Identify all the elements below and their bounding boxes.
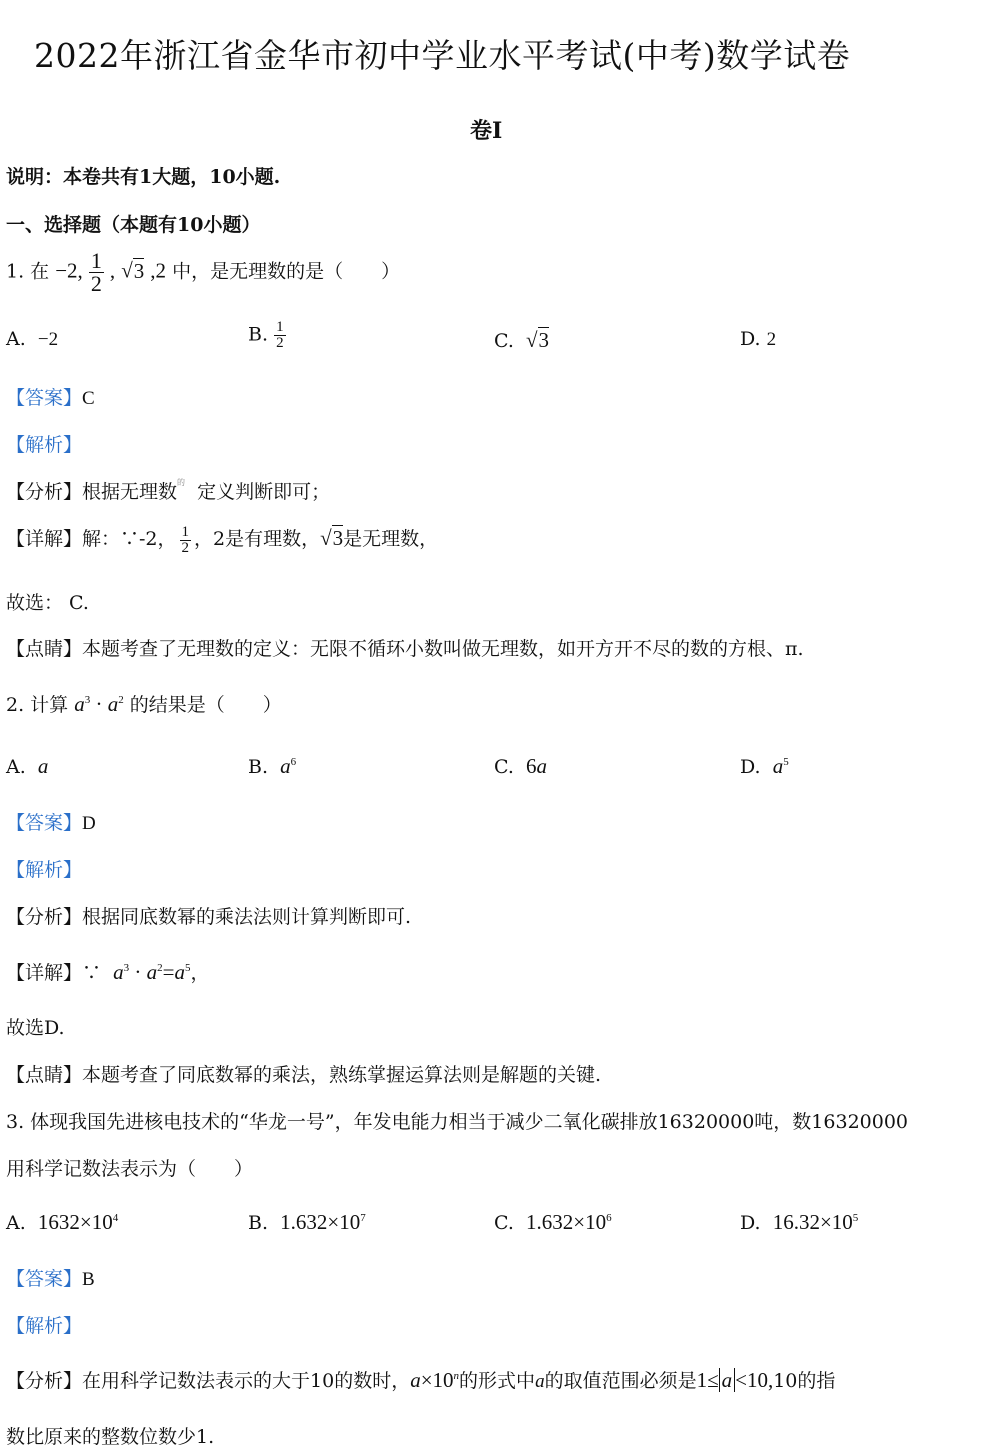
q3-option-a: A. $1632\times 10^4$ — [6, 1210, 119, 1234]
q1-option-c: C. √3 — [494, 328, 550, 352]
q2-analysis: 【分析】根据同底数幂的乘法法则计算判断即可. — [6, 906, 412, 928]
q2-answer: 【答案】D — [6, 812, 96, 834]
q1-item-neg2: −2, — [55, 258, 83, 283]
q1-conclusion: 故选： C. — [6, 592, 89, 614]
q1-jiexi-tag: 【解析】 — [6, 434, 83, 456]
q3-analysis: 【分析】在用科学记数法表示的大于10的数时，$a\times 10^n$的形式中a的取值范围必须是1≤ a <10,10的指 — [6, 1368, 836, 1392]
instructions-note: 说明：本卷共有1大题，10小题. — [6, 166, 281, 188]
q1-comment: 【点睛】本题考查了无理数的定义：无限不循环小数叫做无理数，如开方开不尽的数的方根、π. — [6, 638, 804, 660]
question-3-line1: 3. 体现我国先进核电技术的“华龙一号”，年发电能力相当于减少二氧化碳排放16320000吨，数16320000 — [6, 1111, 909, 1133]
q2-comment: 【点睛】本题考查了同底数幂的乘法，熟练掌握运算法则是解题的关键. — [6, 1064, 602, 1086]
q3-option-d: D. $16.32\times 10^5$ — [740, 1210, 859, 1234]
q1-item-2: ,2 — [150, 258, 167, 283]
q3-answer: 【答案】B — [6, 1268, 95, 1290]
q1-answer: 【答案】C — [6, 387, 95, 409]
question-1 — [6, 250, 400, 295]
q2-number: 2. 计算 — [6, 694, 69, 716]
q1-comma: , — [109, 258, 116, 283]
q1-analysis: 【分析】根据无理数$^的$ 定义判断即可； — [6, 478, 331, 503]
q3-option-b: B. $1.632\times 10^7$ — [248, 1210, 366, 1234]
q1-option-b: B. $\frac{1}{2}$ — [248, 319, 284, 351]
q1-option-d: D. 2 — [740, 328, 777, 350]
q2-jiexi-tag: 【解析】 — [6, 859, 83, 881]
question-3-line2: 用科学记数法表示为（ ） — [6, 1158, 254, 1180]
q1-fraction: $\frac{1}{2}$ — [90, 248, 102, 296]
q1-option-a: A. −2 — [6, 328, 59, 350]
q1-number: 1. 在 — [6, 260, 50, 283]
section-heading: 一、选择题（本题有10小题） — [6, 214, 261, 236]
question-2 — [6, 690, 282, 717]
page-title: 2022年浙江省金华市初中学业水平考试(中考)数学试卷 — [34, 36, 851, 75]
q3-analysis-line2: 数比原来的整数位数少1. — [6, 1426, 215, 1448]
q1-stem-tail: 中，是无理数的是（ ） — [172, 260, 401, 283]
q2-stem-tail: 的结果是（ ） — [129, 694, 282, 716]
q2-option-c: C. 6a — [494, 754, 547, 778]
q2-conclusion: 故选D. — [6, 1017, 65, 1039]
q3-jiexi-tag: 【解析】 — [6, 1315, 83, 1337]
q2-expression: $a^3 \cdot a^2$ — [74, 692, 124, 716]
q3-option-c: C. $1.632\times 10^6$ — [494, 1210, 612, 1234]
q2-option-b: B. $a^6$ — [248, 754, 297, 778]
q1-detail: 【详解】解：∵-2， $\frac{1}{2}$ ，2是有理数，√3是无理数， — [6, 523, 439, 556]
q1-sqrt3: √3 — [121, 258, 145, 283]
q2-option-d: D. $a^5$ — [740, 754, 789, 778]
volume-heading: 卷Ⅰ — [470, 118, 503, 144]
q2-detail: 【详解】∵ $a^3 \cdot a^2=a^5$， — [6, 960, 210, 984]
q2-option-a: A. a — [6, 754, 49, 778]
